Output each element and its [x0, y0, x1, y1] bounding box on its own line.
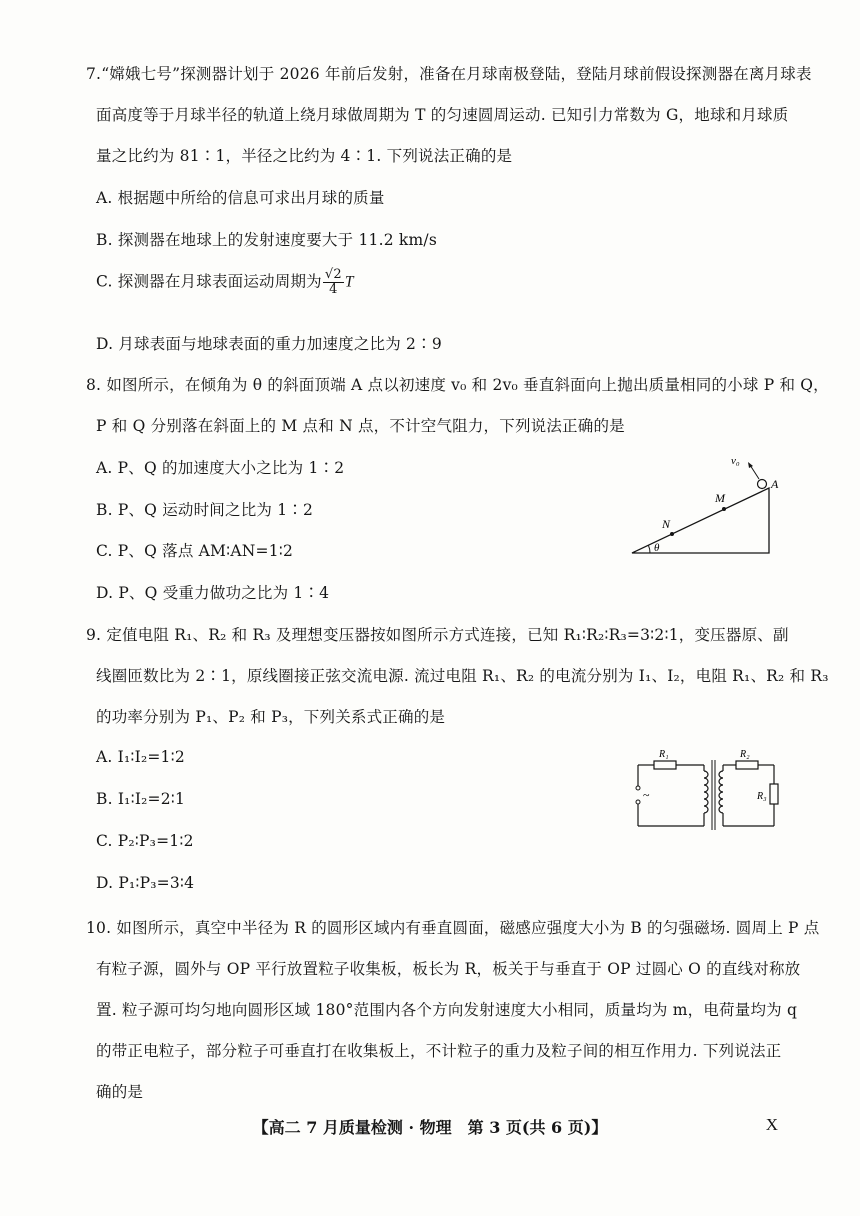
- q10-stem-line-2: 有粒子源，圆外与 OP 平行放置粒子收集板，板长为 R，板关于与垂直于 OP 过圆心 O 的直线对称放: [96, 960, 801, 978]
- q7-option-b: B. 探测器在地球上的发射速度要大于 11.2 km/s: [96, 231, 437, 249]
- q9-option-d: D. P₁∶P₃=3∶4: [96, 874, 195, 892]
- q10-stem-line-3: 置. 粒子源可均匀地向圆形区域 180°范围内各个方向发射速度大小相同，质量均为 m，电荷量均为 q: [96, 1001, 798, 1019]
- q7-stem-line-2: 面高度等于月球半径的轨道上绕月球做周期为 T 的匀速圆周运动. 已知引力常数为 G，地球和月球质: [96, 106, 789, 124]
- label-m: M: [715, 491, 725, 505]
- theta-arc: [649, 546, 651, 553]
- secondary-coil: [719, 771, 723, 813]
- ball-at-a: [758, 480, 767, 489]
- resistor-r3: [770, 784, 778, 804]
- transformer-circuit-diagram: [626, 742, 786, 832]
- primary-coil: [704, 771, 708, 813]
- q9-stem-line-1: 9. 定值电阻 R₁、R₂ 和 R₃ 及理想变压器按如图所示方式连接，已知 R₁∶R₂∶R₃=3∶2∶1，变压器原、副: [86, 626, 789, 644]
- point-n: [670, 532, 674, 536]
- fraction-numerator: √2: [324, 267, 342, 282]
- resistor-r2: [736, 761, 758, 769]
- q7-stem-line-3: 量之比约为 81∶1，半径之比约为 4∶1. 下列说法正确的是: [96, 147, 513, 165]
- label-r2: R₂: [740, 749, 750, 760]
- q7-option-d: D. 月球表面与地球表面的重力加速度之比为 2∶9: [96, 335, 442, 353]
- label-r3: R₃: [757, 791, 767, 802]
- page-footer: 【高二 7 月质量检测 · 物理 第 3 页(共 6 页)】: [252, 1118, 608, 1137]
- q7-option-c-text: C. 探测器在月球表面运动周期为: [96, 272, 322, 291]
- q8-option-d: D. P、Q 受重力做功之比为 1∶4: [96, 584, 330, 602]
- q7-option-a: A. 根据题中所给的信息可求出月球的质量: [96, 189, 385, 207]
- v0-arrow: [750, 465, 759, 479]
- q8-option-a: A. P、Q 的加速度大小之比为 1∶2: [96, 459, 345, 477]
- q8-stem-line-2: P 和 Q 分别落在斜面上的 M 点和 N 点，不计空气阻力，下列说法正确的是: [96, 417, 625, 435]
- q9-option-c: C. P₂∶P₃=1∶2: [96, 832, 194, 850]
- q8-option-b: B. P、Q 运动时间之比为 1∶2: [96, 501, 314, 519]
- source-terminal-bottom: [636, 800, 640, 804]
- point-m: [722, 507, 726, 511]
- q9-option-a: A. I₁∶I₂=1∶2: [96, 748, 185, 766]
- label-r1: R₁: [659, 749, 669, 760]
- fraction-denominator: 4: [329, 282, 338, 297]
- ac-source-symbol: ~: [643, 788, 650, 802]
- incline-triangle: [632, 488, 769, 553]
- q8-option-c: C. P、Q 落点 AM∶AN=1∶2: [96, 542, 294, 560]
- q7-option-c-period-symbol: T: [344, 273, 354, 291]
- q10-stem-line-4: 的带正电粒子，部分粒子可垂直打在收集板上，不计粒子的重力及粒子间的相互作用力. 下列说法正: [96, 1042, 782, 1060]
- q10-stem-line-5: 确的是: [96, 1083, 144, 1101]
- label-theta: θ: [654, 542, 660, 554]
- v0-arrowhead: [748, 462, 753, 468]
- q7-option-c-fraction: [323, 268, 344, 297]
- q8-stem-line-1: 8. 如图所示，在倾角为 θ 的斜面顶端 A 点以初速度 v₀ 和 2v₀ 垂直斜面向上抛出质量相同的小球 P 和 Q，: [86, 376, 829, 394]
- label-v0: v₀: [731, 455, 740, 467]
- resistor-r1: [654, 761, 676, 769]
- label-n: N: [662, 517, 671, 531]
- q9-stem-line-2: 线圈匝数比为 2∶1，原线圈接正弦交流电源. 流过电阻 R₁、R₂ 的电流分别为 I₁、I₂，电阻 R₁、R₂ 和 R₃: [96, 667, 829, 685]
- source-terminal-top: [636, 786, 640, 790]
- q10-stem-line-1: 10. 如图所示，真空中半径为 R 的圆形区域内有垂直圆面，磁感应强度大小为 B 的匀强磁场. 圆周上 P 点: [86, 919, 820, 937]
- q9-option-b: B. I₁∶I₂=2∶1: [96, 790, 186, 808]
- footer-mark: X: [765, 1115, 778, 1134]
- label-a: A: [771, 477, 779, 491]
- incline-diagram: [624, 448, 784, 563]
- q7-stem-line-1: 7.“嫦娥七号”探测器计划于 2026 年前后发射，准备在月球南极登陆，登陆月球前假设探测器在离月球表: [86, 65, 812, 83]
- q9-stem-line-3: 的功率分别为 P₁、P₂ 和 P₃，下列关系式正确的是: [96, 708, 446, 726]
- q7-option-c: [96, 268, 354, 297]
